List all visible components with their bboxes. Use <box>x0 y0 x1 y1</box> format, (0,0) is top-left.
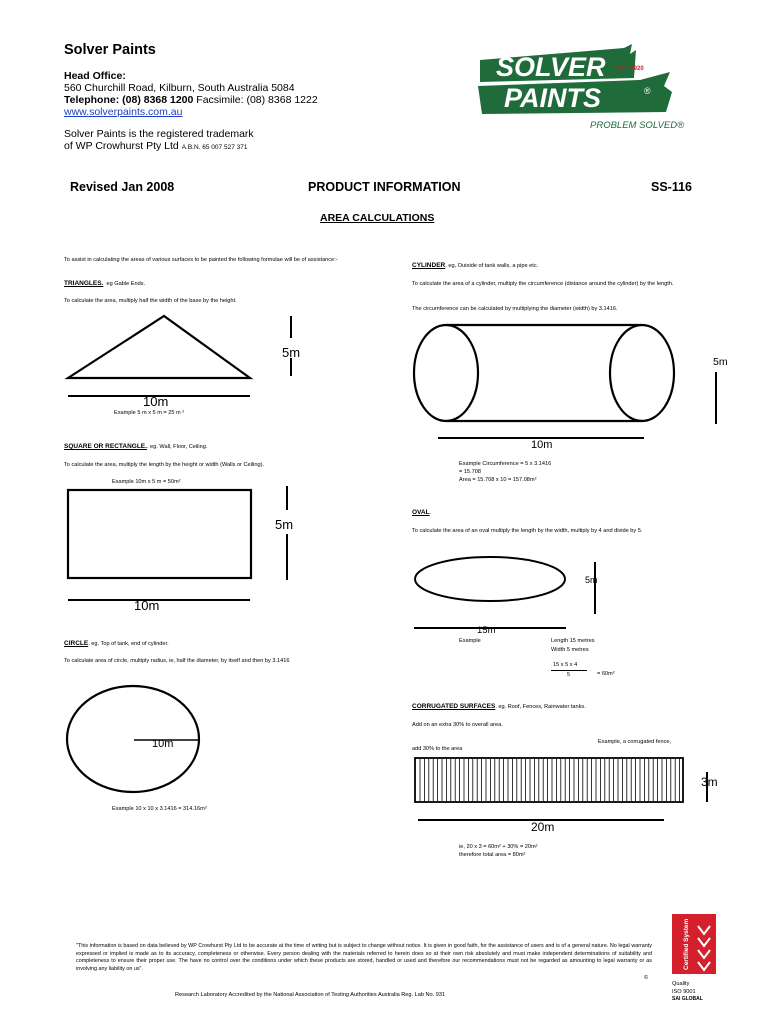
circle-heading: CIRCLE <box>64 640 89 647</box>
certification-badge <box>672 914 716 1018</box>
square-eg: . eg. Wall, Floor, Ceiling. <box>146 444 208 450</box>
cylinder-height-label: 5m <box>713 356 728 368</box>
facsimile: Facsimile: (08) 8368 1222 <box>196 94 318 106</box>
circle-shape <box>67 686 199 792</box>
cylinder-text-1: To calculate the area of a cylinder, multiply the circumference (distance around the cylinder) by the length. <box>412 281 674 287</box>
oval-width-label: 5m <box>585 575 598 585</box>
circle-radius-label: 10m <box>152 738 174 750</box>
corrugated-heading-line <box>412 703 586 711</box>
circle-text: To calculate area of circle, multiply radius, ie, half the diameter, by itself and then by 3.1416 <box>64 658 290 664</box>
rectangle-shape <box>68 490 251 578</box>
company-name: Solver Paints <box>64 42 156 58</box>
cert-sai: SAI GLOBAL <box>672 996 703 1002</box>
website-link[interactable]: www.solverpaints.com.au <box>64 106 183 118</box>
oval-dot: . <box>429 510 432 516</box>
square-heading-line <box>64 443 207 451</box>
cylinder-right-end <box>610 325 674 421</box>
logo-word-2: PAINTS <box>504 83 602 113</box>
oval-heading-line <box>412 509 431 517</box>
disclaimer: "This information is based on data believed by WP Crowhurst Pty Ltd to be accurate at the time of writing but is subject to change without notice. It is given in good faith, for the assistance of users and is of a general nature. No legal warranty expressed or implied is made as to its accuracy, completeness or otherwise. Every person dealing with the materials referred to herein does so at their own risk absolutely and must make independent determinations of suitability and completeness to ensure their proper use. The have no control over the conditions under which these products are stored, handled or used and therefore our recommendations must not be regarded as amounting to legal warranty or as involving any liability on us". <box>76 943 652 972</box>
corrugated-calc-1: ie, 20 x 3 = 60m² + 30% = 20m² <box>459 844 538 850</box>
oval-fraction-denominator: 5 <box>567 672 571 678</box>
corrugated-eg: . eg. Roof, Fences, Rainwater tanks. <box>495 704 586 710</box>
triangle-height-label: 5m <box>282 345 301 360</box>
cylinder-eg: . eg, Outside of tank walls, a pipe etc. <box>445 263 539 269</box>
rectangle-diagram <box>60 482 310 612</box>
revised-date: Revised Jan 2008 <box>70 180 175 194</box>
head-office-label: Head Office: <box>64 70 126 82</box>
oval-example-label: Example <box>459 638 481 644</box>
triangles-eg: eg Gable Ends. <box>106 281 146 287</box>
triangle-example: Example 5 m x 5 m = 25 m ² <box>114 410 185 416</box>
trademark-owner: of WP Crowhurst Pty Ltd <box>64 140 179 152</box>
cylinder-heading: CYLINDER <box>412 262 446 269</box>
square-heading: SQUARE OR RECTANGLE. <box>64 443 147 450</box>
cylinder-text-2: The circumference can be calculated by multiplying the diameter (width) by 3.1416. <box>412 306 618 312</box>
corrugated-length-label: 20m <box>531 820 555 834</box>
cert-red-panel <box>672 914 716 974</box>
cylinder-diagram <box>408 318 728 446</box>
triangles-heading: TRIANGLES. <box>64 280 104 287</box>
trademark-line-1: Solver Paints is the registered trademark <box>64 128 254 140</box>
logo-tagline: PROBLEM SOLVED® <box>590 120 685 131</box>
rectangle-height-label: 5m <box>275 517 294 532</box>
triangle-shape <box>68 316 250 378</box>
contact-line <box>64 94 318 106</box>
cylinder-length-label: 10m <box>531 439 553 451</box>
address: 560 Churchill Road, Kilburn, South Australia 5084 <box>64 82 295 94</box>
triangle-base-label: 10m <box>143 394 169 409</box>
cert-vertical-text: Certified System <box>683 918 690 970</box>
corrugated-diagram <box>410 754 720 834</box>
circle-heading-line <box>64 640 169 648</box>
circle-example: Example 10 x 10 x 3.1416 = 314.16m² <box>112 806 207 812</box>
rectangle-base-label: 10m <box>134 598 160 613</box>
circle-diagram <box>60 684 220 804</box>
cert-iso: ISO 9001 <box>672 989 696 995</box>
oval-heading: OVAL <box>412 509 430 516</box>
corrugated-height-label: 3m <box>701 775 718 789</box>
corrugation-lines <box>420 759 680 801</box>
oval-diagram <box>408 550 608 640</box>
circle-eg: . eg. Top of tank, end of cylinder. <box>88 641 169 647</box>
telephone: Telephone: (08) 8368 1200 <box>64 94 194 106</box>
cert-quality: Quality <box>672 981 690 987</box>
cylinder-heading-line <box>412 262 538 270</box>
cylinder-example-2: = 15.708 <box>459 469 481 475</box>
document-title: PRODUCT INFORMATION <box>308 180 461 194</box>
oval-shape <box>415 557 565 601</box>
corrugated-example-line: Example, a corrugated fence, <box>598 739 672 745</box>
corrugated-add-line: add 30% to the area <box>412 746 463 752</box>
logo-reg: ® <box>644 86 651 96</box>
corrugated-heading: CORRUGATED SURFACES <box>412 703 496 710</box>
oval-length-line-text: Length 15 metres <box>551 638 595 644</box>
document-code: SS-116 <box>651 180 693 194</box>
oval-length-label: 15m <box>477 625 496 636</box>
triangles-text: To calculate the area, multiply half the width of the base by the height. <box>64 298 237 304</box>
intro-text: To assist in calculating the areas of various surfaces to be painted the following formulae will be of assistance:- <box>64 257 338 263</box>
triangles-heading-line <box>64 280 145 288</box>
corrugated-text: Add on an extra 30% to overall area. <box>412 722 503 728</box>
square-example: Example 10m x 5 m = 50m² <box>112 479 181 485</box>
abn: A.B.N. 65 007 527 371 <box>181 144 248 151</box>
logo-word-1: SOLVER <box>496 52 606 82</box>
copyright-symbol: © <box>644 975 649 981</box>
cylinder-example-1: Example Circumference = 5 x 3.1416 <box>459 461 552 467</box>
oval-text: To calculate the area of an oval multiply the length by the width, multiply by 4 and divide by 5. <box>412 528 643 534</box>
logo-est: EST. 1920 <box>616 66 644 72</box>
cylinder-left-end <box>414 325 478 421</box>
oval-width-line-text: Width 5 metres <box>551 647 589 653</box>
oval-result: = 60m² <box>597 671 615 677</box>
trademark-line-2 <box>64 140 247 154</box>
oval-fraction-numerator: 15 x 5 x 4 <box>553 662 578 668</box>
accreditation: Research Laboratory Accredited by the National Association of Testing Authorities Australia Reg. Lab No. 931 <box>175 992 446 998</box>
corrugated-calc-2: therefore total area = 80m² <box>459 852 526 858</box>
solver-paints-logo <box>474 42 685 138</box>
cylinder-example-3: Area = 15.708 x 10 = 157.08m² <box>459 477 537 483</box>
square-text: To calculate the area, multiply the length by the height or width (Walls or Ceiling). <box>64 462 265 468</box>
triangle-diagram <box>60 310 310 418</box>
section-title: AREA CALCULATIONS <box>320 212 435 224</box>
